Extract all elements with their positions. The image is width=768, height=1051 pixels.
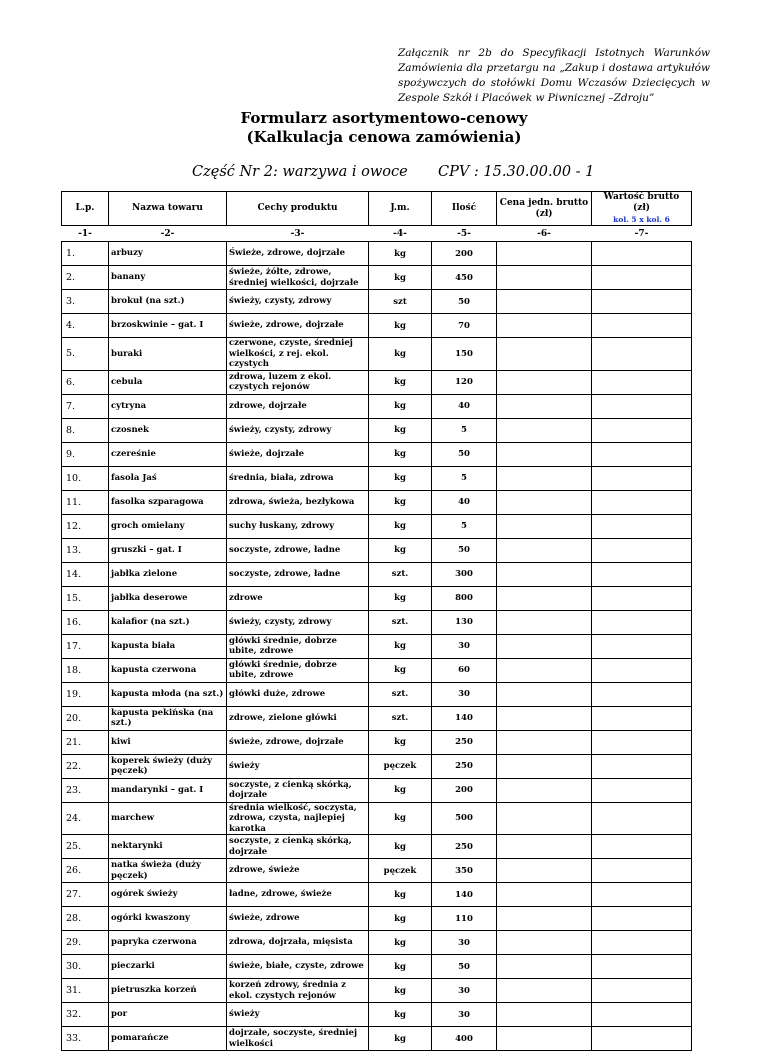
row-quantity: 40	[432, 490, 497, 514]
row-product-features: świeży	[227, 1003, 369, 1027]
row-lp: 5.	[62, 338, 109, 371]
row-unit: kg	[369, 314, 432, 338]
table-body	[62, 242, 692, 1051]
row-product-features: zdrowa, świeża, bezłykowa	[227, 490, 369, 514]
row-quantity: 800	[432, 586, 497, 610]
row-product-features: świeży, czysty, zdrowy	[227, 610, 369, 634]
row-unit: kg	[369, 931, 432, 955]
row-unit-price-input[interactable]	[497, 418, 592, 442]
col-header-total-formula: kol. 5 x kol. 6	[613, 215, 670, 224]
row-product-features: Świeże, zdrowe, dojrzałe	[227, 242, 369, 266]
row-product-features: suchy łuskany, zdrowy	[227, 514, 369, 538]
row-unit: pęczek	[369, 754, 432, 778]
row-lp: 11.	[62, 490, 109, 514]
row-total-input[interactable]	[592, 682, 692, 706]
row-lp: 17.	[62, 634, 109, 658]
row-product-name: kapusta młoda (na szt.)	[109, 682, 227, 706]
row-quantity: 450	[432, 266, 497, 290]
row-product-name: banany	[109, 266, 227, 290]
row-quantity: 50	[432, 442, 497, 466]
row-lp: 19.	[62, 682, 109, 706]
row-total-input[interactable]	[592, 242, 692, 266]
row-product-features: świeże, zdrowe	[227, 907, 369, 931]
row-lp: 25.	[62, 835, 109, 859]
row-quantity: 130	[432, 610, 497, 634]
row-product-features: świeże, dojrzałe	[227, 442, 369, 466]
col-header-name: Nazwa towaru	[109, 192, 227, 226]
table-row	[62, 979, 692, 1003]
row-unit-price-input[interactable]	[497, 394, 592, 418]
cpv-code: CPV : 15.30.00.00 - 1	[438, 164, 595, 180]
row-total-input[interactable]	[592, 418, 692, 442]
row-product-name: nektarynki	[109, 835, 227, 859]
row-lp: 2.	[62, 266, 109, 290]
row-unit: kg	[369, 835, 432, 859]
row-quantity: 30	[432, 931, 497, 955]
row-quantity: 250	[432, 835, 497, 859]
col-header-total	[592, 192, 692, 226]
row-lp: 6.	[62, 370, 109, 394]
col-number: -3-	[227, 226, 369, 242]
row-product-features: soczyste, z cienką skórką, dojrzałe	[227, 835, 369, 859]
row-unit: kg	[369, 338, 432, 371]
row-quantity: 500	[432, 802, 497, 835]
row-product-features: zdrowa, luzem z ekol. czystych rejonów	[227, 370, 369, 394]
row-lp: 30.	[62, 955, 109, 979]
row-product-name: papryka czerwona	[109, 931, 227, 955]
row-product-name: buraki	[109, 338, 227, 371]
row-product-name: czereśnie	[109, 442, 227, 466]
row-total-input[interactable]	[592, 778, 692, 802]
table-row	[62, 835, 692, 859]
row-unit-price-input[interactable]	[497, 442, 592, 466]
table-row	[62, 266, 692, 290]
row-total-input[interactable]	[592, 266, 692, 290]
row-lp: 7.	[62, 394, 109, 418]
table-row	[62, 562, 692, 586]
row-unit: szt.	[369, 682, 432, 706]
row-product-features: średnia, biała, zdrowa	[227, 466, 369, 490]
row-total-input[interactable]	[592, 562, 692, 586]
row-total-input[interactable]	[592, 907, 692, 931]
row-total-input[interactable]	[592, 490, 692, 514]
row-unit: kg	[369, 979, 432, 1003]
row-total-input[interactable]	[592, 979, 692, 1003]
row-quantity: 140	[432, 706, 497, 730]
row-product-features: soczyste, z cienką skórką, dojrzałe	[227, 778, 369, 802]
row-product-name: czosnek	[109, 418, 227, 442]
table-row	[62, 490, 692, 514]
row-unit-price-input[interactable]	[497, 466, 592, 490]
row-total-input[interactable]	[592, 658, 692, 682]
row-lp: 10.	[62, 466, 109, 490]
row-total-input[interactable]	[592, 370, 692, 394]
row-quantity: 30	[432, 979, 497, 1003]
row-product-features: świeże, zdrowe, dojrzałe	[227, 314, 369, 338]
row-product-features: świeże, białe, czyste, zdrowe	[227, 955, 369, 979]
table-row	[62, 586, 692, 610]
table-row	[62, 610, 692, 634]
row-quantity: 150	[432, 338, 497, 371]
row-product-features: zdrowa, dojrzała, mięsista	[227, 931, 369, 955]
table-row	[62, 754, 692, 778]
price-table	[61, 191, 692, 1051]
col-header-qty: Ilość	[432, 192, 497, 226]
col-number: -5-	[432, 226, 497, 242]
row-lp: 33.	[62, 1027, 109, 1051]
row-lp: 21.	[62, 730, 109, 754]
row-quantity: 30	[432, 1003, 497, 1027]
table-row	[62, 634, 692, 658]
row-product-name: cytryna	[109, 394, 227, 418]
row-unit: kg	[369, 802, 432, 835]
row-total-input[interactable]	[592, 1027, 692, 1051]
table-row	[62, 370, 692, 394]
row-total-input[interactable]	[592, 1003, 692, 1027]
row-unit-price-input[interactable]	[497, 290, 592, 314]
row-total-input[interactable]	[592, 859, 692, 883]
row-product-name: kalafior (na szt.)	[109, 610, 227, 634]
row-unit: kg	[369, 883, 432, 907]
row-total-input[interactable]	[592, 610, 692, 634]
row-unit: kg	[369, 242, 432, 266]
row-lp: 9.	[62, 442, 109, 466]
row-unit-price-input[interactable]	[497, 979, 592, 1003]
row-product-name: jabłka zielone	[109, 562, 227, 586]
row-lp: 23.	[62, 778, 109, 802]
row-unit-price-input[interactable]	[497, 931, 592, 955]
row-total-input[interactable]	[592, 706, 692, 730]
row-product-features: średnia wielkość, soczysta, zdrowa, czysta, najlepiej karotka	[227, 802, 369, 835]
table-row	[62, 338, 692, 371]
row-total-input[interactable]	[592, 955, 692, 979]
row-unit-price-input[interactable]	[497, 754, 592, 778]
row-total-input[interactable]	[592, 290, 692, 314]
row-unit: kg	[369, 370, 432, 394]
row-product-features: soczyste, zdrowe, ładne	[227, 562, 369, 586]
row-unit: kg	[369, 658, 432, 682]
col-header-total-label: Wartość brutto (zł)	[603, 192, 680, 213]
row-unit-price-input[interactable]	[497, 682, 592, 706]
row-product-name: pietruszka korzeń	[109, 979, 227, 1003]
row-quantity: 60	[432, 658, 497, 682]
row-unit: kg	[369, 418, 432, 442]
row-lp: 29.	[62, 931, 109, 955]
row-total-input[interactable]	[592, 338, 692, 371]
row-unit-price-input[interactable]	[497, 514, 592, 538]
col-header-lp: L.p.	[62, 192, 109, 226]
row-product-features: świeży, czysty, zdrowy	[227, 290, 369, 314]
row-quantity: 250	[432, 754, 497, 778]
table-row	[62, 955, 692, 979]
row-unit: kg	[369, 442, 432, 466]
row-unit-price-input[interactable]	[497, 538, 592, 562]
row-total-input[interactable]	[592, 514, 692, 538]
table-row	[62, 514, 692, 538]
row-product-features: zdrowe, świeże	[227, 859, 369, 883]
row-quantity: 120	[432, 370, 497, 394]
col-header-features: Cechy produktu	[227, 192, 369, 226]
row-product-features: główki średnie, dobrze ubite, zdrowe	[227, 658, 369, 682]
row-quantity: 350	[432, 859, 497, 883]
row-total-input[interactable]	[592, 314, 692, 338]
row-unit-price-input[interactable]	[497, 802, 592, 835]
row-unit-price-input[interactable]	[497, 955, 592, 979]
table-row	[62, 538, 692, 562]
table-row	[62, 706, 692, 730]
row-product-features: soczyste, zdrowe, ładne	[227, 538, 369, 562]
row-product-features: czerwone, czyste, średniej wielkości, z rej. ekol. czystych	[227, 338, 369, 371]
row-quantity: 50	[432, 955, 497, 979]
row-product-features: główki średnie, dobrze ubite, zdrowe	[227, 634, 369, 658]
row-unit: kg	[369, 514, 432, 538]
row-product-features: dojrzałe, soczyste, średniej wielkości	[227, 1027, 369, 1051]
row-unit: kg	[369, 266, 432, 290]
table-row	[62, 290, 692, 314]
row-lp: 8.	[62, 418, 109, 442]
row-unit: kg	[369, 466, 432, 490]
row-unit-price-input[interactable]	[497, 835, 592, 859]
row-lp: 24.	[62, 802, 109, 835]
row-unit: kg	[369, 955, 432, 979]
row-unit-price-input[interactable]	[497, 490, 592, 514]
part-label: Część Nr 2: warzywa i owoce	[192, 164, 408, 180]
row-quantity: 40	[432, 394, 497, 418]
row-product-name: kapusta biała	[109, 634, 227, 658]
row-unit: szt	[369, 290, 432, 314]
row-unit: kg	[369, 778, 432, 802]
table-row	[62, 730, 692, 754]
row-unit-price-input[interactable]	[497, 370, 592, 394]
row-total-input[interactable]	[592, 466, 692, 490]
row-product-name: groch omielany	[109, 514, 227, 538]
row-lp: 15.	[62, 586, 109, 610]
row-total-input[interactable]	[592, 442, 692, 466]
row-unit-price-input[interactable]	[497, 242, 592, 266]
row-lp: 26.	[62, 859, 109, 883]
table-row	[62, 242, 692, 266]
row-product-name: brzoskwinie – gat. I	[109, 314, 227, 338]
row-product-name: fasolka szparagowa	[109, 490, 227, 514]
row-unit: kg	[369, 907, 432, 931]
annex-note: Załącznik nr 2b do Specyfikacji Istotnych Warunków Zamówienia dla przetargu na „Zakup i dostawa artykułów spożywczych do stołówki Domu Wczasów Dziecięcych w Zespole Szkół i Placówek w Piwnicznej –Zdroju”	[398, 47, 710, 104]
row-quantity: 30	[432, 682, 497, 706]
row-product-name: ogórek świeży	[109, 883, 227, 907]
row-quantity: 300	[432, 562, 497, 586]
row-product-name: pieczarki	[109, 955, 227, 979]
row-lp: 1.	[62, 242, 109, 266]
col-number: -2-	[109, 226, 227, 242]
row-lp: 13.	[62, 538, 109, 562]
table-row	[62, 778, 692, 802]
row-lp: 3.	[62, 290, 109, 314]
row-unit-price-input[interactable]	[497, 634, 592, 658]
row-unit: kg	[369, 538, 432, 562]
row-product-name: marchew	[109, 802, 227, 835]
row-total-input[interactable]	[592, 394, 692, 418]
row-unit: kg	[369, 1003, 432, 1027]
row-product-name: brokuł (na szt.)	[109, 290, 227, 314]
row-product-features: zdrowe, zielone główki	[227, 706, 369, 730]
row-product-name: pomarańcze	[109, 1027, 227, 1051]
row-quantity: 5	[432, 418, 497, 442]
table-row	[62, 314, 692, 338]
row-unit: szt.	[369, 562, 432, 586]
row-unit-price-input[interactable]	[497, 562, 592, 586]
row-lp: 4.	[62, 314, 109, 338]
row-product-features: świeży, czysty, zdrowy	[227, 418, 369, 442]
row-lp: 16.	[62, 610, 109, 634]
row-unit: szt.	[369, 706, 432, 730]
row-product-name: kiwi	[109, 730, 227, 754]
row-unit-price-input[interactable]	[497, 314, 592, 338]
row-lp: 20.	[62, 706, 109, 730]
row-quantity: 50	[432, 290, 497, 314]
row-total-input[interactable]	[592, 634, 692, 658]
row-total-input[interactable]	[592, 730, 692, 754]
row-unit-price-input[interactable]	[497, 706, 592, 730]
row-lp: 32.	[62, 1003, 109, 1027]
row-product-name: ogórki kwaszony	[109, 907, 227, 931]
row-lp: 12.	[62, 514, 109, 538]
col-header-unit-price: Cena jedn. brutto (zł)	[497, 192, 592, 226]
row-product-features: świeże, zdrowe, dojrzałe	[227, 730, 369, 754]
table-row	[62, 394, 692, 418]
row-product-features: zdrowe	[227, 586, 369, 610]
table-row	[62, 658, 692, 682]
col-number: -7-	[592, 226, 692, 242]
row-total-input[interactable]	[592, 883, 692, 907]
table-row	[62, 931, 692, 955]
row-unit-price-input[interactable]	[497, 1003, 592, 1027]
row-product-name: natka świeża (duży pęczek)	[109, 859, 227, 883]
row-unit-price-input[interactable]	[497, 859, 592, 883]
form-title: Formularz asortymentowo-cenowy	[240, 109, 528, 127]
col-header-unit: J.m.	[369, 192, 432, 226]
row-unit: kg	[369, 394, 432, 418]
row-lp: 14.	[62, 562, 109, 586]
row-product-features: główki duże, zdrowe	[227, 682, 369, 706]
row-unit-price-input[interactable]	[497, 586, 592, 610]
row-product-features: świeży	[227, 754, 369, 778]
row-quantity: 50	[432, 538, 497, 562]
row-quantity: 140	[432, 883, 497, 907]
row-unit: kg	[369, 634, 432, 658]
table-row	[62, 442, 692, 466]
row-product-name: arbuzy	[109, 242, 227, 266]
table-row	[62, 883, 692, 907]
row-product-features: ładne, zdrowe, świeże	[227, 883, 369, 907]
col-number: -1-	[62, 226, 109, 242]
row-quantity: 200	[432, 242, 497, 266]
row-product-name: fasola Jaś	[109, 466, 227, 490]
row-quantity: 30	[432, 634, 497, 658]
row-unit-price-input[interactable]	[497, 1027, 592, 1051]
form-subtitle: (Kalkulacja cenowa zamówienia)	[246, 128, 522, 146]
row-product-features: korzeń zdrowy, średnia z ekol. czystych rejonów	[227, 979, 369, 1003]
row-total-input[interactable]	[592, 835, 692, 859]
row-quantity: 250	[432, 730, 497, 754]
table-row	[62, 907, 692, 931]
row-unit: kg	[369, 586, 432, 610]
row-total-input[interactable]	[592, 586, 692, 610]
row-quantity: 5	[432, 466, 497, 490]
row-lp: 22.	[62, 754, 109, 778]
row-product-features: świeże, żółte, zdrowe, średniej wielkości, dojrzałe	[227, 266, 369, 290]
row-lp: 18.	[62, 658, 109, 682]
row-unit: kg	[369, 490, 432, 514]
row-unit-price-input[interactable]	[497, 730, 592, 754]
table-row	[62, 418, 692, 442]
row-quantity: 400	[432, 1027, 497, 1051]
row-quantity: 5	[432, 514, 497, 538]
row-unit-price-input[interactable]	[497, 610, 592, 634]
table-row	[62, 682, 692, 706]
row-product-name: kapusta pekińska (na szt.)	[109, 706, 227, 730]
row-total-input[interactable]	[592, 802, 692, 835]
row-unit: szt.	[369, 610, 432, 634]
row-product-features: zdrowe, dojrzałe	[227, 394, 369, 418]
row-unit-price-input[interactable]	[497, 266, 592, 290]
row-quantity: 200	[432, 778, 497, 802]
row-product-name: cebula	[109, 370, 227, 394]
row-quantity: 110	[432, 907, 497, 931]
col-number: -4-	[369, 226, 432, 242]
row-unit-price-input[interactable]	[497, 658, 592, 682]
table-row	[62, 1003, 692, 1027]
row-total-input[interactable]	[592, 538, 692, 562]
row-product-name: por	[109, 1003, 227, 1027]
col-number: -6-	[497, 226, 592, 242]
table-row	[62, 466, 692, 490]
row-product-name: gruszki – gat. I	[109, 538, 227, 562]
row-total-input[interactable]	[592, 754, 692, 778]
row-total-input[interactable]	[592, 931, 692, 955]
row-product-name: koperek świeży (duży pęczek)	[109, 754, 227, 778]
row-lp: 27.	[62, 883, 109, 907]
row-unit: kg	[369, 730, 432, 754]
row-lp: 28.	[62, 907, 109, 931]
row-quantity: 70	[432, 314, 497, 338]
row-unit-price-input[interactable]	[497, 907, 592, 931]
row-unit-price-input[interactable]	[497, 778, 592, 802]
row-product-name: kapusta czerwona	[109, 658, 227, 682]
row-unit: pęczek	[369, 859, 432, 883]
row-product-name: jabłka deserowe	[109, 586, 227, 610]
table-row	[62, 1027, 692, 1051]
row-unit: kg	[369, 1027, 432, 1051]
row-unit-price-input[interactable]	[497, 883, 592, 907]
table-row	[62, 859, 692, 883]
row-product-name: mandarynki – gat. I	[109, 778, 227, 802]
row-unit-price-input[interactable]	[497, 338, 592, 371]
row-lp: 31.	[62, 979, 109, 1003]
table-row	[62, 802, 692, 835]
